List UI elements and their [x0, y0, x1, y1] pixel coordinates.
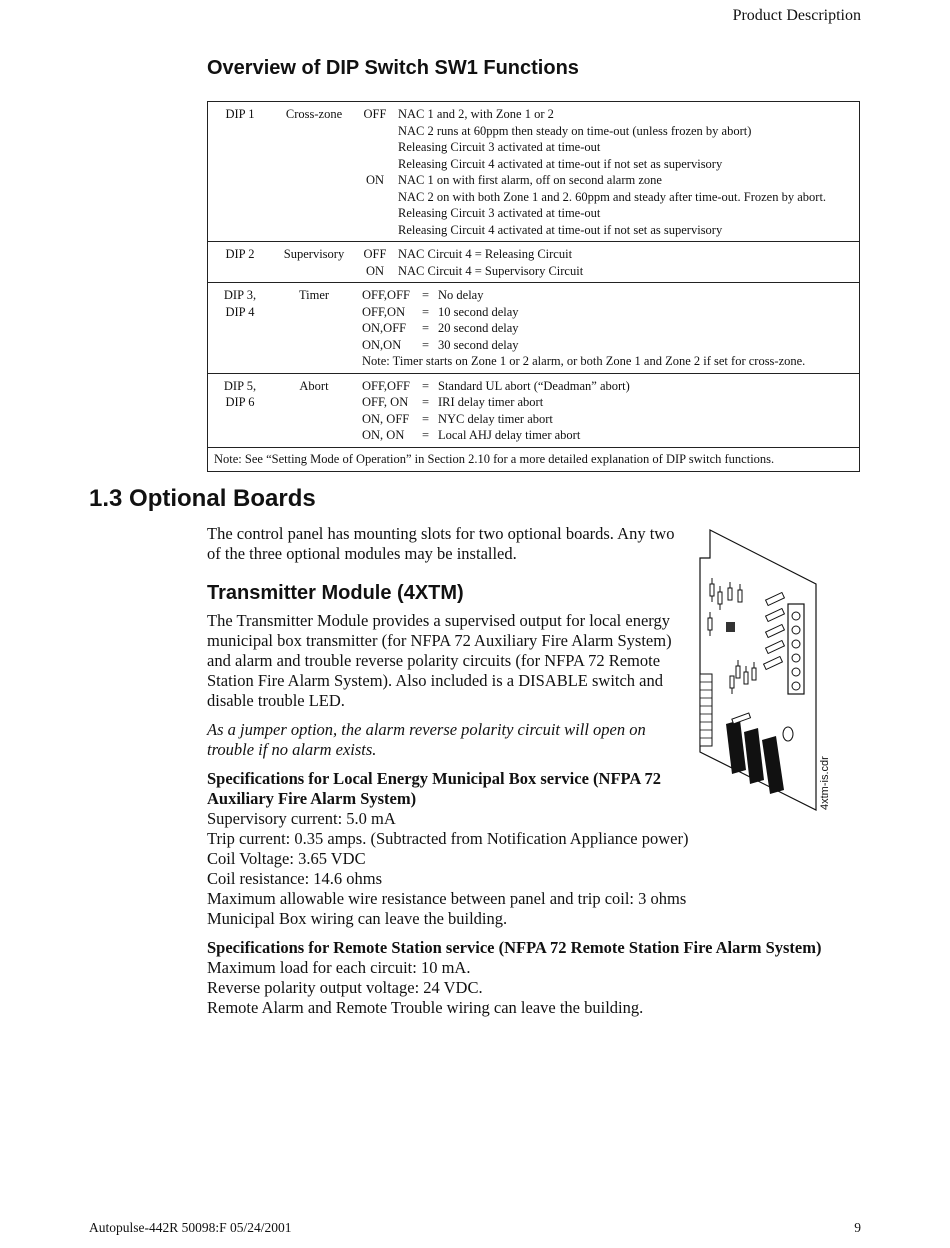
footer-doc-id: Autopulse-442R 50098:F 05/24/2001 [89, 1220, 292, 1235]
combo-equals: = [422, 428, 430, 442]
dip-function: Abort [272, 373, 356, 447]
dip-label [208, 373, 273, 447]
table-row [208, 283, 860, 374]
description-line: NAC 2 on with both Zone 1 and 2. 60ppm and steady after time-out. Frozen by abort. [398, 189, 827, 204]
spec-remote-station [207, 938, 867, 1018]
transmitter-heading: Transmitter Module (4XTM) [207, 582, 464, 604]
combo-equals: = [422, 337, 430, 352]
description-line: NAC 1 and 2, with Zone 1 or 2 [398, 107, 554, 121]
spec-line: Supervisory current: 5.0 mA [207, 809, 396, 828]
dip-combos [356, 373, 860, 447]
spec-line: Coil resistance: 14.6 ohms [207, 869, 383, 888]
description-line: Releasing Circuit 3 activated at time-out [398, 206, 601, 220]
transmitter-board-illustration [696, 526, 836, 816]
dip-label: DIP 2 [208, 242, 273, 283]
table-footnote: Note: See “Setting Mode of Operation” in Section 2.10 for a more detailed explanation of DIP switch functions. [208, 447, 860, 472]
description-line: NAC Circuit 4 = Supervisory Circuit [398, 263, 584, 278]
dip-label-line: DIP 4 [225, 304, 255, 319]
combo-setting: ON, OFF [362, 411, 410, 426]
running-header: Product Description [732, 7, 861, 24]
state-label: OFF [363, 247, 387, 261]
table-row [208, 447, 860, 472]
jumper-note: As a jumper option, the alarm reverse polarity circuit will open on trouble if no alarm exists. [207, 720, 646, 759]
dip-description [394, 242, 860, 283]
figure-label: 4xtm-is.cdr [819, 756, 831, 810]
dip-function: Timer [272, 283, 356, 374]
spec-heading: Specifications for Local Energy Municipal Box service (NFPA 72 Auxiliary Fire Alarm System) [207, 769, 662, 808]
combo-equals: = [422, 321, 430, 335]
combo-value: No delay [438, 288, 484, 302]
combo-equals: = [422, 395, 430, 409]
dip-label: DIP 1 [225, 107, 255, 121]
dip-function: Cross-zone [285, 107, 343, 121]
state-label: OFF [363, 107, 387, 121]
combo-value: NYC delay timer abort [438, 411, 553, 426]
combo-setting: OFF,ON [362, 304, 406, 319]
combo-row [362, 337, 855, 354]
combo-setting: ON,OFF [362, 321, 407, 335]
combo-value: Local AHJ delay timer abort [438, 428, 581, 442]
description-line: NAC 2 runs at 60ppm then steady on time-out (unless frozen by abort) [398, 123, 752, 138]
timer-note: Note: Timer starts on Zone 1 or 2 alarm, or both Zone 1 and Zone 2 if set for cross-zone. [362, 354, 806, 368]
description-line: NAC 1 on with first alarm, off on second alarm zone [398, 173, 662, 187]
dip-states [356, 102, 394, 242]
combo-value: 30 second delay [438, 337, 519, 352]
spec-local-energy [207, 769, 727, 929]
spec-line: Maximum load for each circuit: 10 mA. [207, 958, 471, 977]
combo-setting: ON,ON [362, 337, 402, 352]
section-intro: The control panel has mounting slots for two optional boards. Any two of the three optional modules may be installed. [207, 524, 675, 563]
combo-row [362, 411, 855, 428]
table-row [208, 373, 860, 447]
combo-row [362, 394, 855, 411]
dip-switch-table [207, 101, 860, 472]
spec-heading: Specifications for Remote Station service (NFPA 72 Remote Station Fire Alarm System) [207, 938, 822, 957]
dip-label-line: DIP 3, [223, 288, 257, 302]
combo-row [362, 427, 855, 444]
description-line: Releasing Circuit 4 activated at time-out if not set as supervisory [398, 156, 723, 171]
spec-line: Coil Voltage: 3.65 VDC [207, 849, 366, 868]
combo-row [362, 320, 855, 337]
transmitter-body: The Transmitter Module provides a supervised output for local energy municipal box transmitter (for NFPA 72 Auxiliary Fire Alarm System) and alarm and trouble reverse polarity circuits (for NFPA 72 Remote Station Fire Alarm System). Also included is a DISABLE switch and disable trouble LED. [207, 611, 672, 710]
table-row [208, 102, 860, 242]
combo-value: 20 second delay [438, 321, 519, 335]
combo-equals: = [422, 411, 430, 426]
dip-label-line: DIP 5, [223, 378, 257, 393]
combo-row [362, 378, 855, 395]
combo-setting: ON, ON [362, 428, 405, 442]
section-heading: 1.3 Optional Boards [89, 485, 316, 512]
description-line: Releasing Circuit 3 activated at time-out [398, 140, 601, 154]
description-line: Releasing Circuit 4 activated at time-out if not set as supervisory [398, 222, 723, 237]
spec-line: Municipal Box wiring can leave the building. [207, 909, 508, 928]
combo-setting: OFF, ON [362, 395, 409, 409]
combo-row [362, 304, 855, 321]
combo-equals: = [422, 304, 430, 319]
dip-description [394, 102, 860, 242]
combo-value: IRI delay timer abort [438, 395, 544, 409]
combo-equals: = [422, 378, 430, 393]
dip-combos [356, 283, 860, 374]
state-label: ON [365, 263, 385, 278]
dip-label [208, 283, 273, 374]
combo-setting: OFF,OFF [362, 378, 410, 393]
combo-row [362, 287, 855, 304]
description-line: NAC Circuit 4 = Releasing Circuit [398, 247, 573, 261]
table-row [208, 242, 860, 283]
spec-line: Maximum allowable wire resistance between panel and trip coil: 3 ohms [207, 889, 687, 908]
combo-setting: OFF,OFF [362, 288, 410, 302]
footer-page-number: 9 [854, 1220, 861, 1235]
spec-line: Reverse polarity output voltage: 24 VDC. [207, 978, 483, 997]
dip-function: Supervisory [272, 242, 356, 283]
combo-value: Standard UL abort (“Deadman” abort) [438, 378, 630, 393]
dip-table-title: Overview of DIP Switch SW1 Functions [207, 57, 579, 79]
state-label: ON [365, 173, 385, 187]
spec-line: Trip current: 0.35 amps. (Subtracted from Notification Appliance power) [207, 829, 689, 848]
dip-label-line: DIP 6 [225, 395, 255, 409]
dip-states [356, 242, 394, 283]
spec-line: Remote Alarm and Remote Trouble wiring can leave the building. [207, 998, 644, 1017]
combo-equals: = [422, 288, 430, 302]
combo-value: 10 second delay [438, 304, 519, 319]
